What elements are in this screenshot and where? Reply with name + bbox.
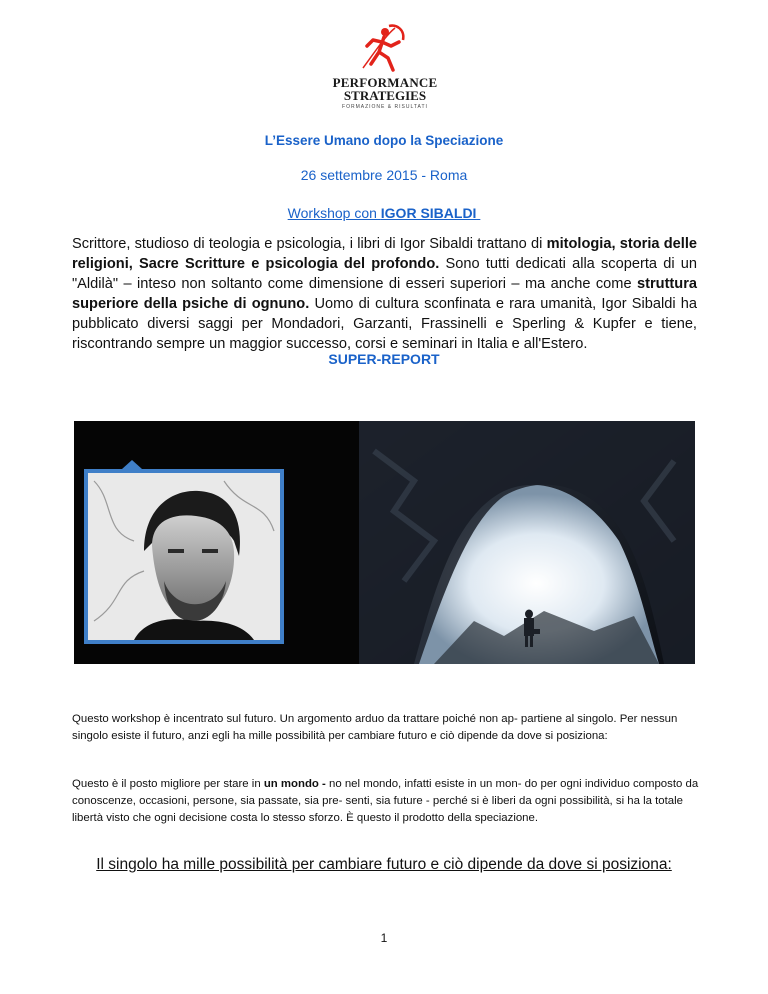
banner-image [74, 421, 695, 664]
page-number: 1 [380, 931, 388, 945]
intro-text-2: Sono tutti dedicati alla scoperta di un "Aldilà" – inteso non soltanto come dimensione di esseri superiori – ma anche come [72, 256, 698, 292]
logo-line-1: PERFORMANCE [332, 75, 438, 90]
intro-text-3: Uomo di cultura sconfinata e rara umanità, Igor Sibaldi ha pubblicato diversi saggi per Mondadori, Garzanti, Frassinelli e Sperling & Kupfer e tiene, riscontrando sempre un maggior successo, corsi e seminari in Italia e all'Estero. [72, 296, 697, 352]
runner-logo-icon [355, 22, 415, 74]
paragraph-2 [72, 776, 700, 827]
paragraph-2-text-1: Questo è il posto migliore per stare in [72, 778, 264, 790]
logo-line-2: STRATEGIES [343, 88, 427, 103]
paragraph-1: Questo workshop è incentrato sul futuro. Un argomento arduo da trattare poiché non ap- partiene al singolo. Per nessun singolo esiste il futuro, anzi egli ha mille possibilità per cambiare futuro e ciò dipende da dove si posiziona: [72, 713, 678, 742]
paragraph-2-text-2: no nel mondo, infatti esiste in un mon- do per ogni individuo composto da conoscenze, occasioni, persone, sia passate, sia pre- senti, sia future - perché si è liberi da ogni possibilità, si ha la totale libertà visto che ogni decisione costa lo stesso sforzo. È questo il prodotto della speciazione. [72, 778, 699, 824]
intro-bold-1: mitologia, storia delle religioni, Sacre Scritture e psicologia del profondo. [72, 236, 697, 272]
highlight-quote: Il singolo ha mille possibilità per cambiare futuro e ciò dipende da dove si posiziona: [96, 856, 672, 873]
workshop-link[interactable] [0, 205, 768, 221]
cave-exit-photo [359, 421, 695, 664]
section-title: SUPER-REPORT [328, 351, 440, 367]
paragraph-2-bold: un mondo - [263, 778, 326, 790]
workshop-prefix: Workshop con [287, 205, 381, 221]
event-date: 26 settembre 2015 - Roma [300, 167, 468, 183]
document-title: L’Essere Umano dopo la Speciazione [264, 133, 504, 148]
banner-illustration [74, 421, 695, 664]
intro-text-1: Scrittore, studioso di teologia e psicologia, i libri di Igor Sibaldi trattano di [72, 236, 547, 252]
logo-tagline: FORMAZIONE & RISULTATI [342, 104, 428, 110]
workshop-trailing-space [476, 205, 480, 221]
intro-bold-2: struttura superiore della psiche di ognuno. [72, 276, 697, 312]
portrait-photo [84, 460, 284, 644]
logo [330, 22, 440, 117]
workshop-speaker: IGOR SIBALDI [380, 205, 477, 221]
intro-paragraph [72, 234, 697, 354]
